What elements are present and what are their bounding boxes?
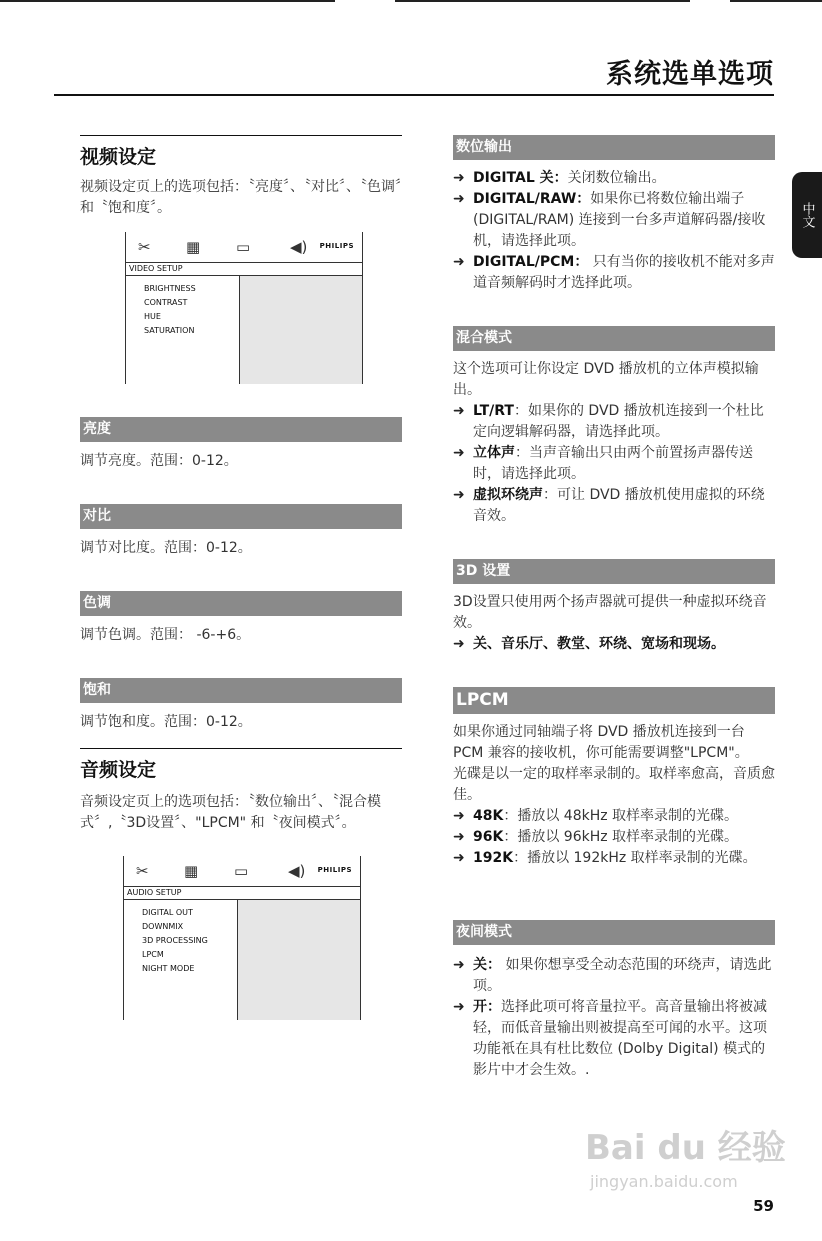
bullet-item: ➜ 关、音乐厅、教堂、环绕、宽场和现场。 <box>453 634 775 655</box>
arrow-icon: ➜ <box>453 487 465 503</box>
top-rule-right <box>730 0 822 2</box>
arrow-icon: ➜ <box>453 445 465 461</box>
bullet-item: ➜ DIGITAL/PCM： 只有当你的接收机不能对多声道音频解码时才选择此项。 <box>453 252 775 294</box>
top-rule-left <box>0 0 335 2</box>
menu-list <box>126 276 240 384</box>
saturation-text: 调节饱和度。范围：0-12。 <box>80 714 252 730</box>
night-mode-bar: 夜间模式 <box>453 920 775 945</box>
screen-icon: ▭ <box>234 862 249 880</box>
bullet-item: ➜ 96K：播放以 96kHz 取样率录制的光碟。 <box>453 827 775 848</box>
contrast-bar: 对比 <box>80 504 402 529</box>
brightness-section <box>80 417 402 472</box>
contrast-text: 调节对比度。范围：0-12。 <box>80 540 252 556</box>
bullet-item: ➜ 虚拟环绕声：可让 DVD 播放机使用虚拟的环绕音效。 <box>453 485 775 527</box>
lpcm-intro-2: 光碟是以一定的取样率录制的。取样率愈高，音质愈佳。 <box>453 766 775 803</box>
menu-item-brightness[interactable]: BRIGHTNESS <box>144 284 196 293</box>
watermark: Bai du 经验 <box>585 1128 786 1168</box>
hue-section <box>80 591 402 646</box>
menu-pane <box>240 276 362 384</box>
bullet-item: ➜ 立体声：当声音输出只由两个前置扬声器传送时，请选择此项。 <box>453 443 775 485</box>
menu-title: VIDEO SETUP <box>126 262 362 276</box>
title-rule <box>54 94 774 96</box>
video-setup-title: 视频设定 <box>80 135 402 169</box>
speaker-icon: ◀) <box>290 238 308 256</box>
contrast-section <box>80 504 402 559</box>
menu-item-hue[interactable]: HUE <box>144 312 161 321</box>
arrow-icon: ➜ <box>453 808 465 824</box>
digital-output-section <box>453 135 775 294</box>
bullet-item: ➜ DIGITAL/RAW：如果你已将数位输出端子 (DIGITAL/RAM) 连接到一台多声道解码器/接收机，请选择此项。 <box>453 189 775 252</box>
top-rule-mid <box>395 0 690 2</box>
video-setup-desc: 视频设定页上的选项包括：〝亮度〞、〝对比〞、〝色调〞和〝饱和度〞。 <box>80 179 402 216</box>
night-mode-section <box>453 920 775 1081</box>
bullet-item: ➜ DIGITAL 关：关闭数位输出。 <box>453 168 775 189</box>
bullet-item: ➜ 开：选择此项可将音量拉平。高音量输出将被减轻，而低音量输出则被提高至可闻的水平。这项功能衹在具有杜比数位 (Dolby Digital) 模式的影片中才会生效。. <box>453 997 775 1081</box>
arrow-icon: ➜ <box>453 403 465 419</box>
arrow-icon: ➜ <box>453 850 465 866</box>
saturation-section <box>80 678 402 733</box>
menu-item-lpcm[interactable]: LPCM <box>142 950 164 959</box>
brand-logo: PHILIPS <box>317 866 352 874</box>
bullet-item: ➜ 192K：播放以 192kHz 取样率录制的光碟。 <box>453 848 775 869</box>
menu-item-downmix[interactable]: DOWNMIX <box>142 922 184 931</box>
menu-item-3d-processing[interactable]: 3D PROCESSING <box>142 936 208 945</box>
lpcm-section <box>453 687 775 869</box>
hue-bar: 色调 <box>80 591 402 616</box>
arrow-icon: ➜ <box>453 999 465 1015</box>
downmix-section <box>453 326 775 527</box>
3d-setup-section <box>453 559 775 655</box>
downmix-bar: 混合模式 <box>453 326 775 351</box>
menu-item-digital-out[interactable]: DIGITAL OUT <box>142 908 193 917</box>
hue-text: 调节色调。范围： -6-+6。 <box>80 627 251 643</box>
menu-item-contrast[interactable]: CONTRAST <box>144 298 188 307</box>
audio-setup-title: 音频设定 <box>80 748 402 782</box>
menu-item-night-mode[interactable]: NIGHT MODE <box>142 964 195 973</box>
grid-icon: ▦ <box>186 238 201 256</box>
brand-logo: PHILIPS <box>319 242 354 250</box>
brightness-text: 调节亮度。范围：0-12。 <box>80 453 238 469</box>
language-tab[interactable]: 中文 <box>792 172 822 258</box>
menu-item-saturation[interactable]: SATURATION <box>144 326 195 335</box>
digital-output-bar: 数位输出 <box>453 135 775 160</box>
speaker-icon: ◀) <box>288 862 306 880</box>
arrow-icon: ➜ <box>453 957 465 973</box>
brightness-bar: 亮度 <box>80 417 402 442</box>
bullet-item: ➜ 48K：播放以 48kHz 取样率录制的光碟。 <box>453 806 775 827</box>
3d-setup-intro: 3D设置只使用两个扬声器就可提供一种虚拟环绕音效。 <box>453 594 767 631</box>
page-number: 59 <box>753 1197 774 1215</box>
tools-icon: ✂ <box>138 238 151 256</box>
audio-setup-section <box>80 748 402 834</box>
menu-title: AUDIO SETUP <box>124 886 360 900</box>
saturation-bar: 饱和 <box>80 678 402 703</box>
tools-icon: ✂ <box>136 862 149 880</box>
video-setup-menu <box>125 232 363 384</box>
menu-list <box>124 900 238 1020</box>
arrow-icon: ➜ <box>453 170 465 186</box>
arrow-icon: ➜ <box>453 636 465 652</box>
video-setup-section <box>80 135 402 219</box>
audio-setup-menu <box>123 856 361 1020</box>
arrow-icon: ➜ <box>453 254 465 270</box>
downmix-intro: 这个选项可让你设定 DVD 播放机的立体声模拟输出。 <box>453 361 759 398</box>
watermark-url: jingyan.baidu.com <box>590 1172 738 1191</box>
arrow-icon: ➜ <box>453 829 465 845</box>
page-title: 系统选单选项 <box>606 59 774 90</box>
bullet-item: ➜ 关： 如果你想享受全动态范围的环绕声，请选此项。 <box>453 955 775 997</box>
screen-icon: ▭ <box>236 238 251 256</box>
lpcm-intro: 如果你通过同轴端子将 DVD 播放机连接到一台 PCM 兼容的接收机，你可能需要调整"LPCM"。 <box>453 724 749 761</box>
menu-pane <box>238 900 360 1020</box>
audio-setup-desc: 音频设定页上的选项包括：〝数位输出〞、〝混合模式〞,〝3D设置〞、"LPCM" 和〝夜间模式〞。 <box>80 794 381 831</box>
grid-icon: ▦ <box>184 862 199 880</box>
lpcm-bar: LPCM <box>453 687 775 714</box>
3d-setup-bar: 3D 设置 <box>453 559 775 584</box>
bullet-item: ➜ LT/RT：如果你的 DVD 播放机连接到一个杜比定向逻辑解码器，请选择此项。 <box>453 401 775 443</box>
arrow-icon: ➜ <box>453 191 465 207</box>
